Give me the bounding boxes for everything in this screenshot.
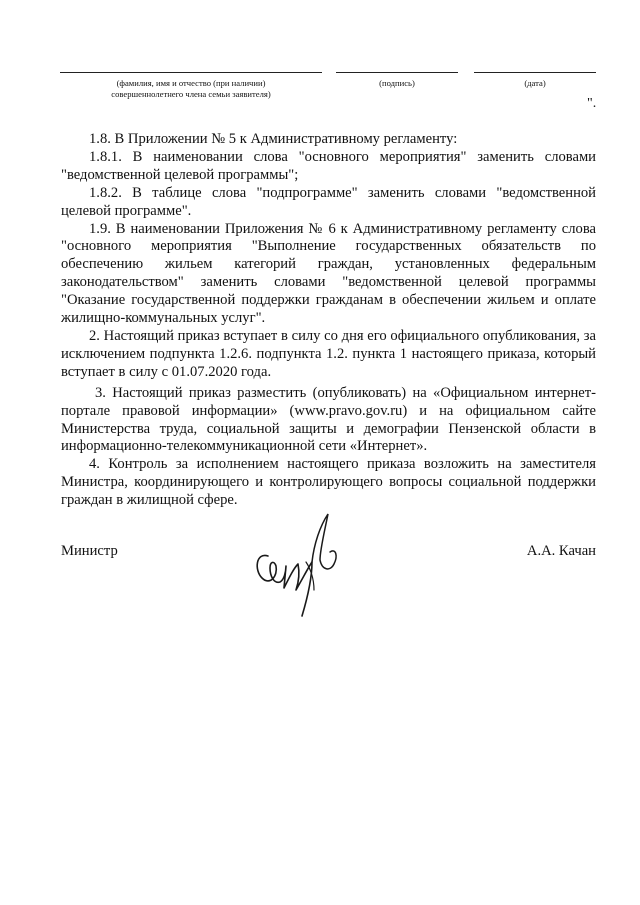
field-date-caption: (дата) (524, 78, 546, 88)
closing-quote-mark: ". (587, 96, 597, 111)
paragraph-4: 4. Контроль за исполнением настоящего приказа возложить на заместителя Министра, координирующего и контролирующего вопросы социальной поддержки граждан в жилищной сфере. (61, 456, 596, 509)
caption-line-2: совершеннолетнего члена семьи заявителя) (111, 89, 271, 99)
paragraph-1-9: 1.9. В наименовании Приложения № 6 к Административному регламенту слова "основного мероприятия "Выполнение государственных обязательств по обеспечению жильем категорий граждан, установленных федеральным законодательством" заменить словами "ведомственной целевой программы "Оказание государственной поддержки гражданам в обеспечении жильем и оплате жилищно-коммунальных услуг". (61, 220, 596, 327)
paragraph-2: 2. Настоящий приказ вступает в силу со дня его официального опубликования, за исключением подпункта 1.2.6. подпункта 1.2. пункта 1 настоящего приказа, который вступает в силу с 01.07.2020 года. (61, 327, 596, 380)
paragraph-1-8-2: 1.8.2. В таблице слова "подпрограмме" заменить словами "ведомственной целевой программе". (61, 184, 596, 219)
field-signature-caption: (подпись) (379, 78, 415, 88)
paragraph-1-8-1: 1.8.1. В наименовании слова "основного мероприятия" заменить словами "ведомственной целевой программы"; (61, 148, 596, 183)
field-signature (336, 72, 458, 89)
caption-line-1: (фамилия, имя и отчество (при наличии) (116, 78, 266, 88)
field-full-name (60, 72, 322, 100)
signatory-name: А.А. Качан (526, 543, 596, 559)
paragraph-1-8: 1.8. В Приложении № 5 к Административному регламенту: (89, 131, 458, 147)
field-full-name-caption (60, 73, 322, 100)
paragraph-3: 3. Настоящий приказ разместить (опубликовать) на «Официальном интернет-портале правовой информации» (www.pravo.gov.ru) и на официальном сайте Министерства труда, социальной защиты и демографии Пензенской области в информационно-телекоммуникационной сети «Интернет». (61, 384, 596, 455)
signatory-role: Министр (61, 543, 118, 559)
body-text (61, 131, 596, 510)
field-date (474, 72, 596, 89)
handwritten-signature (250, 504, 350, 624)
